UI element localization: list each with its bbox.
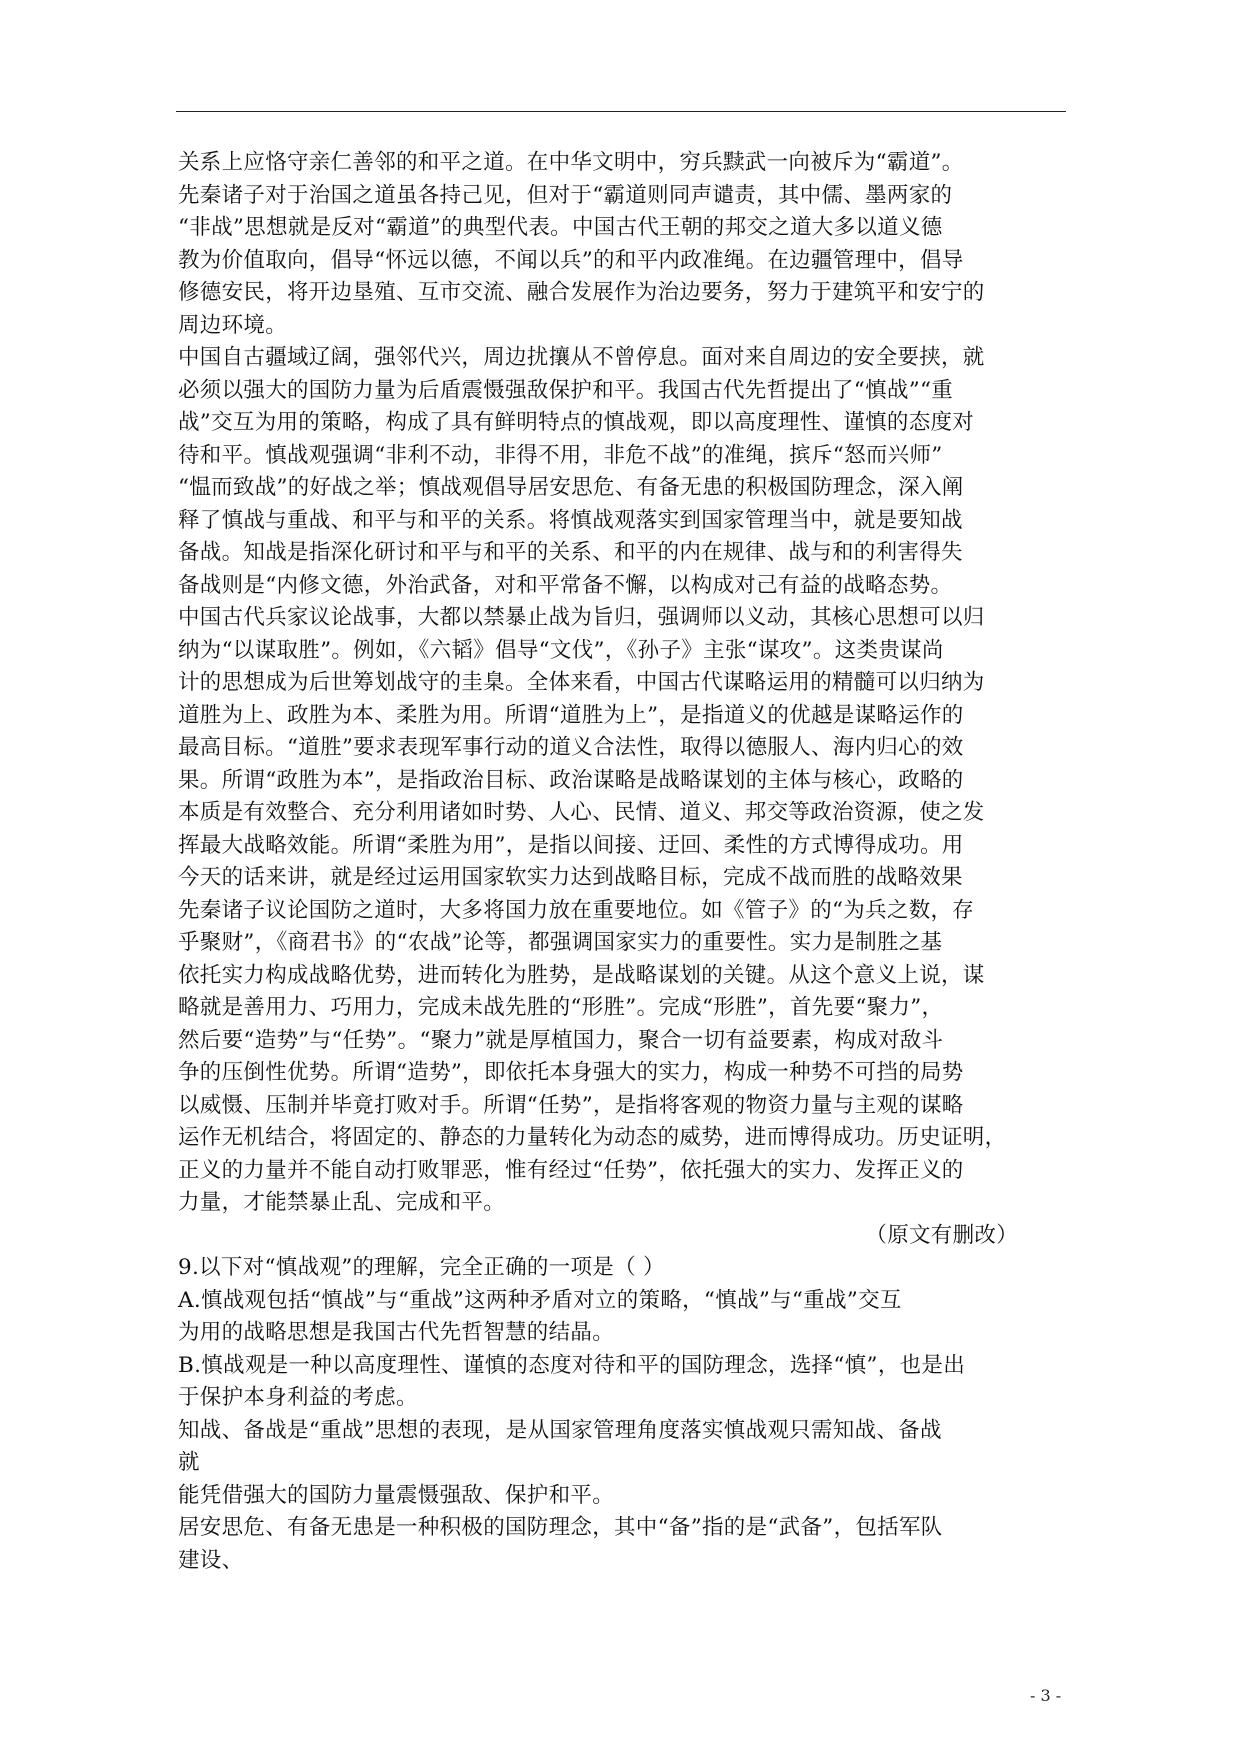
text-line: 备战则是“内修文德，外治武备，对和平常备不懈，以构成对己有益的战略态势。	[178, 572, 953, 598]
text-line: 待和平。慎战观强调“非利不动，非得不用，非危不战”的准绳，摈斥“怒而兴师”	[178, 442, 943, 468]
text-line: 先秦诸子议论国防之道时，大多将国力放在重要地位。如《管子》的“为兵之数，存	[178, 897, 975, 923]
option-c: 知战、备战是“重战”思想的表现，是从国家管理角度落实慎战观只需知战、备战	[178, 1417, 942, 1443]
option-d: 居安思危、有备无患是一种积极的国防理念，其中“备”指的是“武备”，包括军队	[178, 1515, 943, 1540]
text-line: 争的压倒性优势。所谓“造势”，即依托本身强大的实力，构成一种势不可挡的局势	[178, 1060, 964, 1085]
text-line: 中国自古疆域辽阔，强邻代兴，周边扰攘从不曾停息。面对来自周边的安全要挟，就	[178, 345, 985, 370]
text-line: 必须以强大的国防力量为后盾震慑强敌保护和平。我国古代先哲提出了“慎战”“重	[178, 377, 954, 403]
text-line: 教为价值取向，倡导“怀远以德，不闻以兵”的和平内政准绳。在边疆管理中，倡导	[178, 247, 964, 273]
text-line: 乎聚财”，《商君书》的“农战”论等，都强调国家实力的重要性。实力是制胜之基	[178, 930, 943, 955]
text-line: 修德安民，将开边垦殖、互市交流、融合发展作为治边要务，努力于建筑平和安宁的	[178, 280, 985, 305]
header-rule	[176, 111, 1066, 112]
text-line: 今天的话来讲，就是经过运用国家软实力达到战略目标，完成不战而胜的战略效果	[178, 865, 963, 890]
option-b: B.慎战观是一种以高度理性、谨慎的态度对待和平的国防理念，选择“慎”，也是出	[178, 1352, 966, 1378]
document-body	[178, 147, 1078, 1577]
text-line: 为用的战略思想是我国古代先哲智慧的结晶。	[178, 1320, 615, 1345]
text-line: 略就是善用力、巧用力，完成未战先胜的“形胜”。完成“形胜”，首先要“聚力”，	[178, 995, 944, 1020]
text-line: 运作无机结合，将固定的、静态的力量转化为动态的威势，进而博得成功。历史证明，	[178, 1125, 1007, 1150]
text-line: 然后要“造势”与“任势”。“聚力”就是厚植国力，聚合一切有益要素，构成对敌斗	[178, 1027, 944, 1053]
text-line: 正义的力量并不能自动打败罪恶，惟有经过“任势”，依托强大的实力、发挥正义的	[178, 1157, 964, 1183]
text-line: 备战。知战是指深化研讨和平与和平的关系、和平的内在规律、战与和的利害得失	[178, 540, 963, 565]
text-line: 力量，才能禁暴止乱、完成和平。	[178, 1190, 506, 1215]
text-line: 挥最大战略效能。所谓“柔胜为用”，是指以间接、迂回、柔性的方式博得成功。用	[178, 832, 964, 858]
text-line: 先秦诸子对于治国之道虽各持己见，但对于“霸道则同声谴责，其中儒、墨两家的	[178, 182, 953, 208]
text-line: “愠而致战”的好战之举；慎战观倡导居安思危、有备无患的积极国防理念，深入阐	[178, 475, 964, 500]
text-line: 中国古代兵家议论战事，大都以禁暴止战为旨归，强调师以义动，其核心思想可以归	[178, 605, 985, 630]
text-line: 于保护本身利益的考虑。	[178, 1385, 418, 1410]
text-line: 本质是有效整合、充分利用诸如时势、人心、民情、道义、邦交等政治资源，使之发	[178, 800, 985, 825]
text-line: 关系上应恪守亲仁善邻的和平之道。在中华文明中，穷兵黩武一向被斥为“霸道”。	[178, 150, 964, 175]
page-number: - 3 -	[1030, 1686, 1062, 1705]
text-line: 周边环境。	[178, 312, 288, 338]
question-stem: 9.以下对“慎战观”的理解，完全正确的一项是（ ）	[178, 1255, 665, 1280]
text-line: 最高目标。“道胜”要求表现军事行动的道义合法性，取得以德服人、海内归心的效	[178, 735, 964, 760]
source-note: （原文有删改）	[865, 1222, 1018, 1248]
option-a: A.慎战观包括“慎战”与“重战”这两种矛盾对立的策略，“慎战”与“重战”交互	[178, 1287, 902, 1313]
text-line: 战”交互为用的策略，构成了具有鲜明特点的慎战观，即以高度理性、谨慎的态度对	[178, 410, 975, 435]
text-line: 计的思想成为后世筹划战守的圭臬。全体来看，中国古代谋略运用的精髓可以归纳为	[178, 670, 985, 695]
text-line: 依托实力构成战略优势，进而转化为胜势，是战略谋划的关键。从这个意义上说，谋	[178, 962, 985, 988]
text-line: 果。所谓“政胜为本”，是指政治目标、政治谋略是战略谋划的主体与核心，政略的	[178, 767, 964, 793]
text-line: 就	[178, 1450, 200, 1475]
text-line: “非战”思想就是反对“霸道”的典型代表。中国古代王朝的邦交之道大多以道义德	[178, 215, 943, 240]
text-line: 能凭借强大的国防力量震慑强敌、保护和平。	[178, 1482, 615, 1508]
text-line: 建设、	[178, 1547, 244, 1573]
text-line: 以威慑、压制并毕竟打败对手。所谓“任势”，是指将客观的物资力量与主观的谋略	[178, 1092, 964, 1118]
text-line: 纳为“以谋取胜”。例如，《六韬》倡导“文伐”，《孙子》主张“谋攻”。这类贵谋尚	[178, 637, 944, 663]
text-line: 释了慎战与重战、和平与和平的关系。将慎战观落实到国家管理当中，就是要知战	[178, 507, 963, 533]
text-line: 道胜为上、政胜为本、柔胜为用。所谓“道胜为上”，是指道义的优越是谋略运作的	[178, 702, 964, 728]
